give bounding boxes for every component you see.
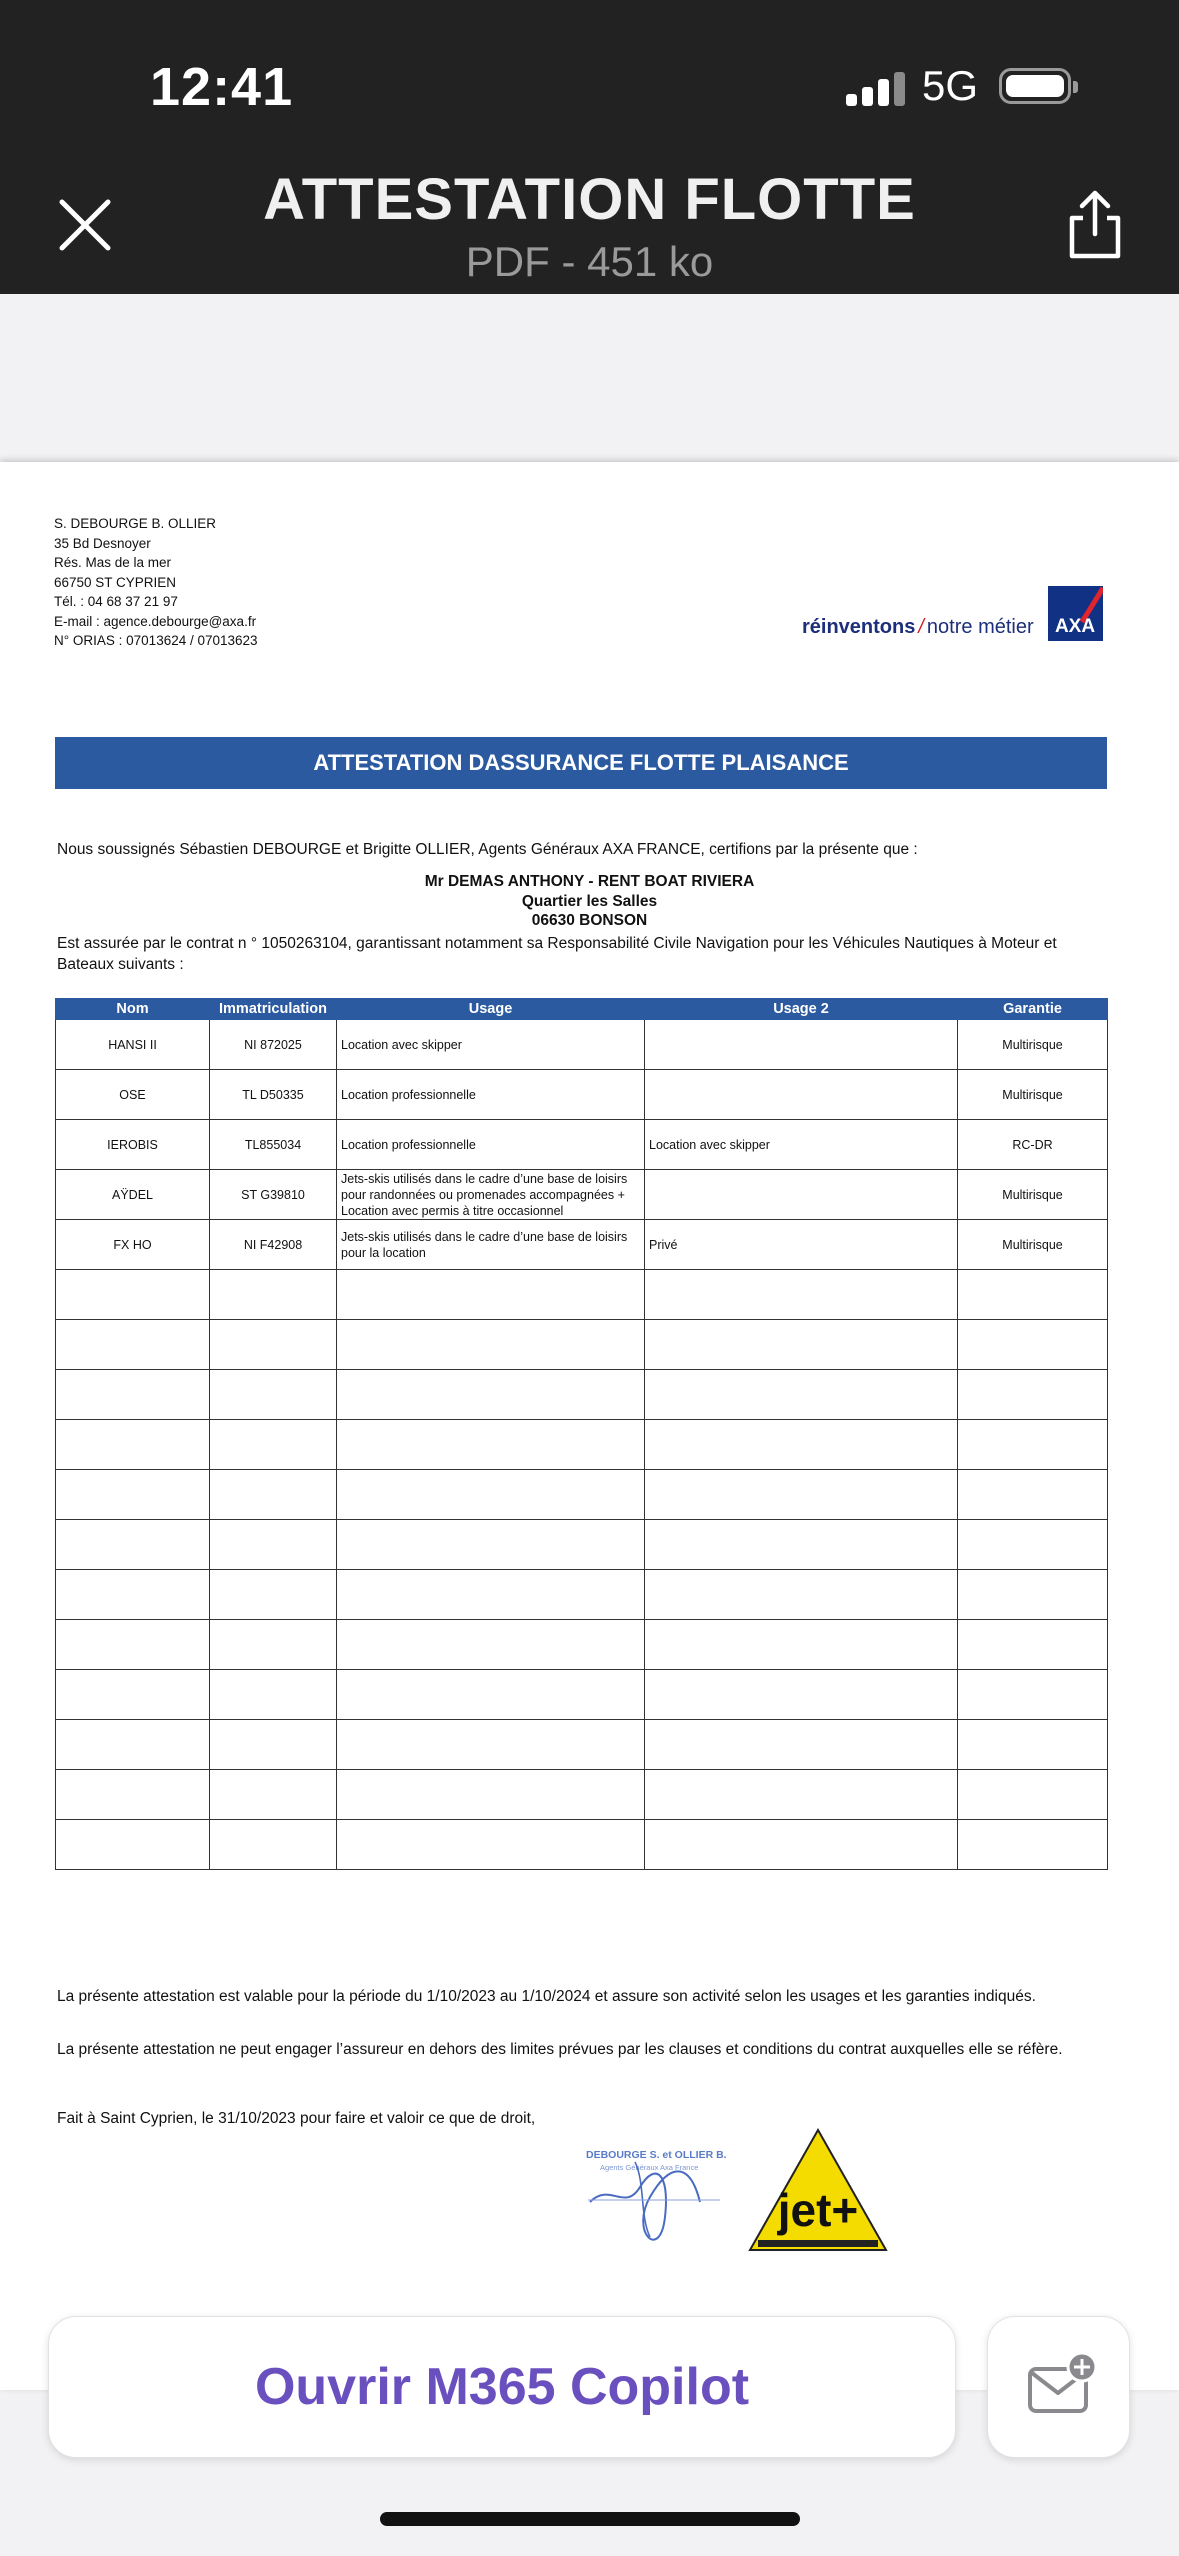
insured-block — [0, 872, 1179, 931]
fleet-table — [55, 998, 1108, 1870]
table-cell — [210, 1370, 337, 1420]
table-cell — [56, 1320, 210, 1370]
table-row — [56, 1170, 1108, 1220]
table-cell — [958, 1270, 1108, 1320]
table-cell — [337, 1420, 645, 1470]
table-cell — [56, 1770, 210, 1820]
table-cell: Location avec skipper — [645, 1120, 958, 1170]
table-cell: FX HO — [56, 1220, 210, 1270]
svg-text:Agents Généraux Axa France: Agents Généraux Axa France — [600, 2163, 699, 2172]
home-indicator — [380, 2512, 800, 2526]
table-cell — [337, 1720, 645, 1770]
table-cell: Location professionnelle — [337, 1120, 645, 1170]
table-cell — [645, 1670, 958, 1720]
table-cell — [210, 1720, 337, 1770]
table-cell — [56, 1570, 210, 1620]
pdf-page[interactable] — [0, 462, 1179, 2390]
table-cell — [958, 1320, 1108, 1370]
agent-line: Tél. : 04 68 37 21 97 — [54, 594, 178, 609]
table-row — [56, 1820, 1108, 1870]
table-cell — [337, 1570, 645, 1620]
agent-line: 35 Bd Desnoyer — [54, 535, 151, 551]
table-row — [56, 1120, 1108, 1170]
table-cell — [337, 1820, 645, 1870]
table-cell — [645, 1770, 958, 1820]
table-row — [56, 1720, 1108, 1770]
table-cell — [958, 1420, 1108, 1470]
agent-line: S. DEBOURGE B. OLLIER — [54, 516, 217, 531]
table-cell — [958, 1520, 1108, 1570]
intro-text: Nous soussignés Sébastien DEBOURGE et Brigitte OLLIER, Agents Généraux AXA FRANCE, certifions par la présente que : — [57, 841, 918, 858]
table-cell — [645, 1020, 958, 1070]
table-cell: Multirisque — [958, 1220, 1108, 1270]
table-row — [56, 1620, 1108, 1670]
table-cell: AŸDEL — [56, 1170, 210, 1220]
table-cell: Multirisque — [958, 1020, 1108, 1070]
table-cell — [645, 1720, 958, 1770]
svg-text:jet+: jet+ — [777, 2184, 859, 2236]
table-cell — [56, 1470, 210, 1520]
table-cell: RC-DR — [958, 1120, 1108, 1170]
column-header: Nom — [56, 999, 210, 1020]
agent-line: 66750 ST CYPRIEN — [54, 574, 177, 590]
table-cell: Jets-skis utilisés dans le cadre d’une base de loisirs pour randonnées ou promenades accompagnées + Location avec permis à titre occasionnel — [337, 1170, 645, 1220]
table-cell — [645, 1820, 958, 1870]
table-header-row — [56, 999, 1108, 1020]
table-cell — [337, 1320, 645, 1370]
table-cell — [210, 1270, 337, 1320]
column-header: Garantie — [958, 999, 1108, 1020]
column-header: Immatriculation — [210, 999, 337, 1020]
agent-address — [54, 514, 258, 651]
table-row — [56, 1070, 1108, 1120]
agent-line: N° ORIAS : 07013624 / 07013623 — [54, 633, 258, 648]
svg-text:DEBOURGE S. et OLLIER B.: DEBOURGE S. et OLLIER B. — [586, 2149, 727, 2161]
signoff-text: Fait à Saint Cyprien, le 31/10/2023 pour faire et valoir ce que de droit, — [57, 2110, 536, 2127]
table-cell — [337, 1470, 645, 1520]
table-cell: IEROBIS — [56, 1120, 210, 1170]
table-cell: Jets-skis utilisés dans le cadre d’une base de loisirs pour la location — [337, 1220, 645, 1270]
table-row — [56, 1320, 1108, 1370]
table-cell — [958, 1470, 1108, 1520]
contract-text: Est assurée par le contrat n ° 1050263104, garantissant notamment sa Responsabilité Civile Navigation pour les Véhicules Nautiques à Moteur et Bateaux suivants : — [57, 935, 1057, 973]
table-cell: OSE — [56, 1070, 210, 1120]
table-cell — [56, 1670, 210, 1720]
viewer-header — [0, 0, 1179, 294]
table-cell — [645, 1070, 958, 1120]
share-icon — [1058, 188, 1132, 262]
battery-icon — [999, 68, 1071, 104]
table-cell — [56, 1720, 210, 1770]
table-cell: Location professionnelle — [337, 1070, 645, 1120]
table-row — [56, 1770, 1108, 1820]
table-cell — [645, 1320, 958, 1370]
table-cell: ST G39810 — [210, 1170, 337, 1220]
jet-plus-logo — [748, 2128, 888, 2254]
table-row — [56, 1470, 1108, 1520]
column-header: Usage 2 — [645, 999, 958, 1020]
table-row — [56, 1520, 1108, 1570]
table-cell — [210, 1570, 337, 1620]
table-cell — [958, 1670, 1108, 1720]
table-cell — [210, 1420, 337, 1470]
table-cell — [337, 1670, 645, 1720]
table-row — [56, 1220, 1108, 1270]
table-cell — [337, 1270, 645, 1320]
table-cell — [56, 1620, 210, 1670]
table-cell — [56, 1270, 210, 1320]
mail-add-icon — [988, 2317, 1131, 2459]
table-cell — [645, 1270, 958, 1320]
table-cell — [56, 1370, 210, 1420]
table-cell — [337, 1370, 645, 1420]
table-cell — [645, 1620, 958, 1670]
table-cell — [210, 1520, 337, 1570]
table-cell: TL D50335 — [210, 1070, 337, 1120]
limits-text: La présente attestation ne peut engager l’assureur en dehors des limites prévues par les clauses et conditions du contrat auxquelles elle se réfère. — [57, 2041, 1063, 2058]
table-cell — [645, 1370, 958, 1420]
table-row — [56, 1270, 1108, 1320]
share-button[interactable] — [1058, 188, 1132, 262]
insured-postcode: 06630 BONSON — [531, 912, 648, 929]
table-cell: Multirisque — [958, 1170, 1108, 1220]
table-row — [56, 1420, 1108, 1470]
validity-text: La présente attestation est valable pour la période du 1/10/2023 au 1/10/2024 et assure son activité selon les usages et les garanties indiqués. — [57, 1988, 1036, 2005]
open-copilot-button[interactable]: Ouvrir M365 Copilot — [48, 2316, 956, 2458]
slogan-slash: / — [918, 616, 924, 638]
table-cell — [210, 1470, 337, 1520]
table-cell — [210, 1770, 337, 1820]
agency-stamp-signature — [580, 2142, 730, 2242]
table-cell — [958, 1620, 1108, 1670]
table-cell — [645, 1470, 958, 1520]
cellular-signal-icon — [846, 70, 906, 106]
table-cell — [210, 1320, 337, 1370]
column-header: Usage — [337, 999, 645, 1020]
table-cell — [958, 1370, 1108, 1420]
slogan-rest: notre métier — [926, 616, 1034, 638]
table-cell — [210, 1670, 337, 1720]
table-row — [56, 1670, 1108, 1720]
table-cell — [337, 1770, 645, 1820]
mail-button[interactable] — [987, 2316, 1130, 2458]
document-size: PDF - 451 ko — [465, 238, 714, 285]
table-row — [56, 1020, 1108, 1070]
table-cell — [56, 1520, 210, 1570]
table-cell: Multirisque — [958, 1070, 1108, 1120]
table-cell — [958, 1770, 1108, 1820]
document-title: ATTESTATION FLOTTE — [263, 167, 916, 232]
table-cell — [645, 1520, 958, 1570]
table-cell — [210, 1820, 337, 1870]
table-cell — [958, 1720, 1108, 1770]
table-cell — [210, 1620, 337, 1670]
agent-line: E-mail : agence.debourge@axa.fr — [54, 613, 257, 629]
table-cell — [645, 1420, 958, 1470]
svg-text:AXA: AXA — [1054, 616, 1096, 637]
insured-address: Quartier les Salles — [521, 892, 658, 910]
axa-slogan — [802, 616, 1034, 639]
agent-line: Rés. Mas de la mer — [54, 555, 172, 570]
axa-logo — [1048, 586, 1103, 641]
insured-name: Mr DEMAS ANTHONY - RENT BOAT RIVIERA — [424, 873, 755, 890]
table-cell: Location avec skipper — [337, 1020, 645, 1070]
table-cell — [56, 1820, 210, 1870]
table-cell — [337, 1520, 645, 1570]
table-row — [56, 1370, 1108, 1420]
table-cell — [645, 1170, 958, 1220]
table-cell: Privé — [645, 1220, 958, 1270]
table-cell — [337, 1620, 645, 1670]
table-cell — [958, 1820, 1108, 1870]
table-cell: NI 872025 — [210, 1020, 337, 1070]
table-cell — [958, 1570, 1108, 1620]
table-cell — [56, 1420, 210, 1470]
table-cell: TL855034 — [210, 1120, 337, 1170]
status-time: 12:41 — [150, 57, 294, 117]
attestation-banner: ATTESTATION DASSURANCE FLOTTE PLAISANCE — [55, 737, 1107, 789]
slogan-bold: réinventons — [802, 616, 916, 638]
table-cell: HANSI II — [56, 1020, 210, 1070]
network-type: 5G — [922, 62, 979, 109]
table-cell: NI F42908 — [210, 1220, 337, 1270]
table-row — [56, 1570, 1108, 1620]
table-cell — [645, 1570, 958, 1620]
